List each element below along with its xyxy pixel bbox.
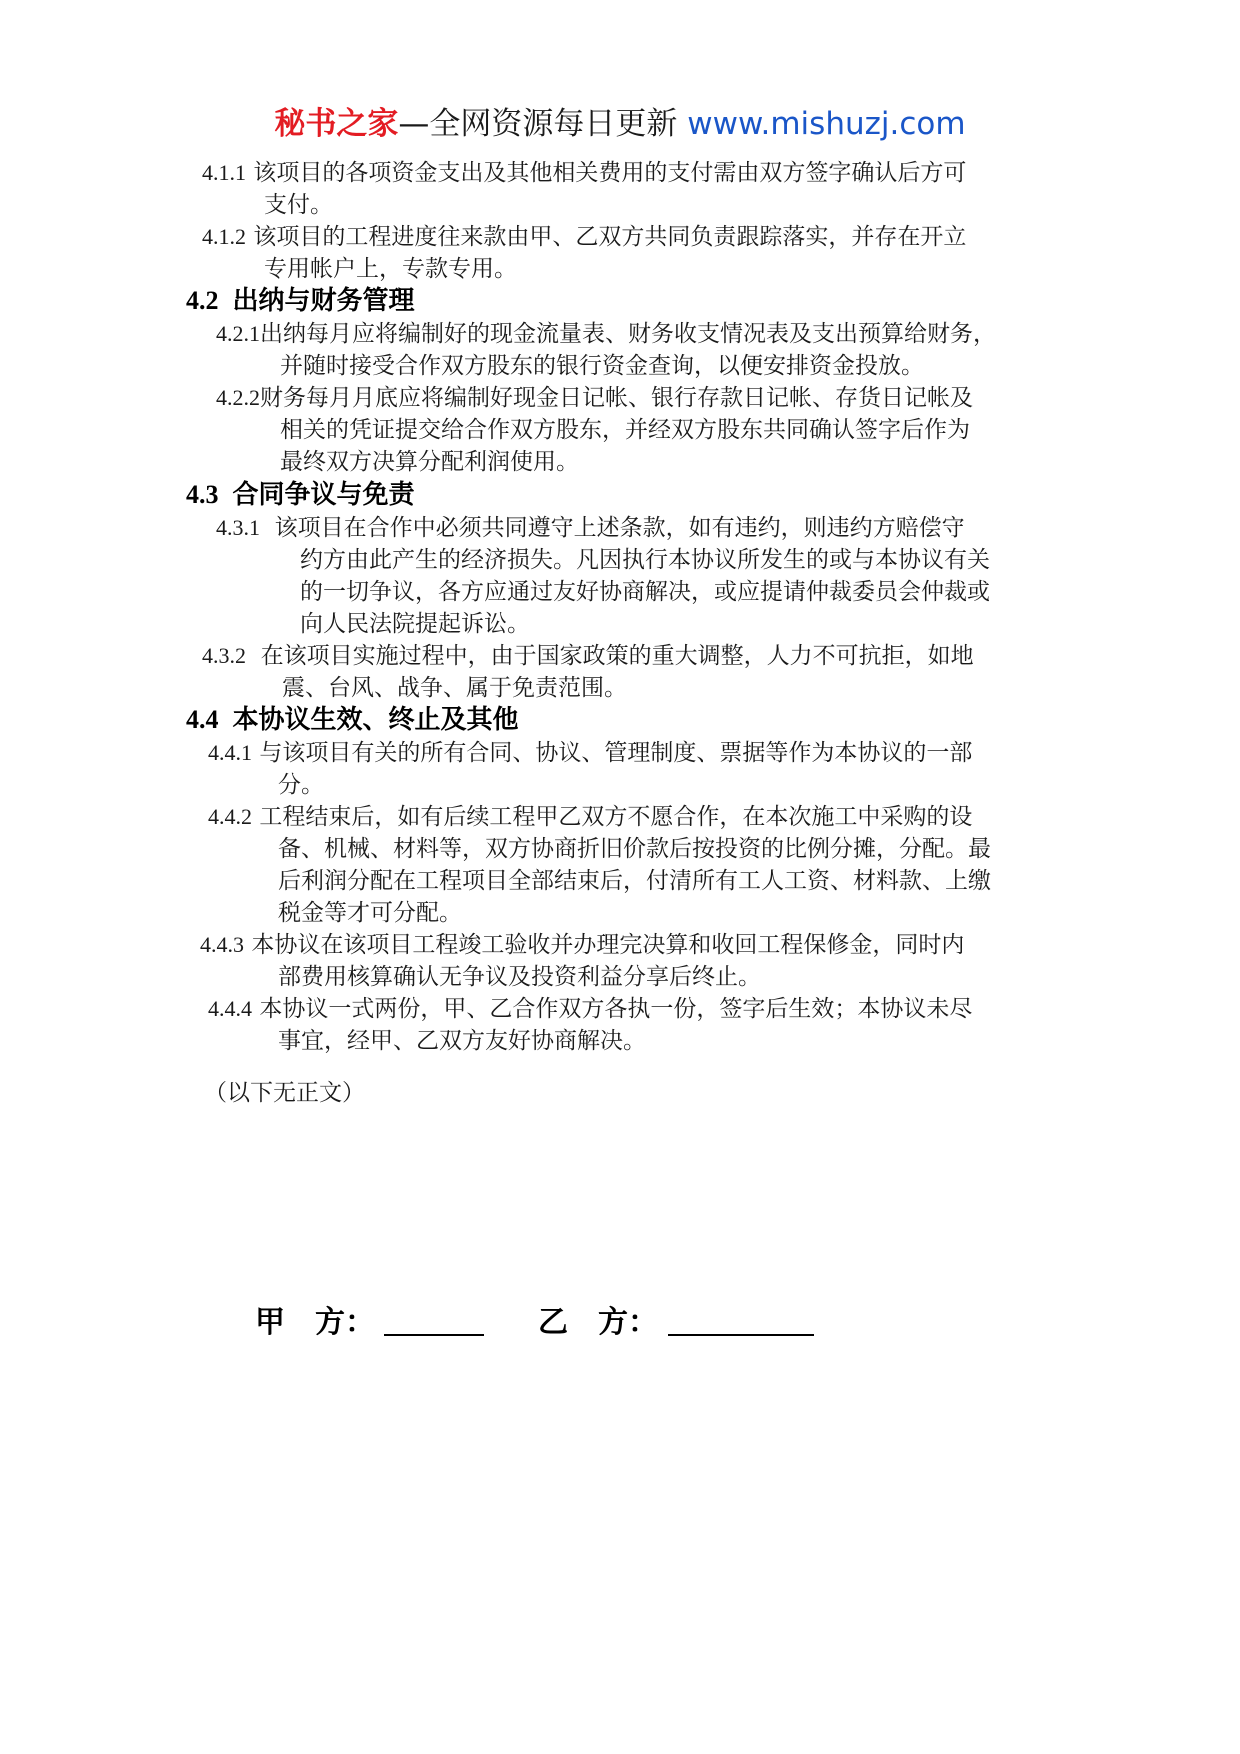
clause-4-4-2-cont2: 后利润分配在工程项目全部结束后，付清所有工人工资、材料款、上缴 [278,868,991,894]
clause-4-4-4 [208,993,972,1025]
clause-4-2-2 [216,382,973,414]
clause-text: 本协议一式两份，甲、乙合作双方各执一份，签字后生效；本协议未尽 [259,996,973,1022]
section-number: 4.4 [186,705,219,734]
section-number: 4.2 [186,286,219,315]
header-url[interactable]: www.mishuzj.com [687,106,966,142]
section-title: 合同争议与免责 [232,480,415,510]
section-heading-4-2 [186,284,415,318]
end-of-text-note: （以下无正文） [204,1080,365,1106]
clause-4-3-1-cont2: 的一切争议，各方应通过友好协商解决，或应提请仲裁委员会仲裁或 [300,579,990,605]
clause-4-4-3-cont: 部费用核算确认无争议及投资利益分享后终止。 [278,964,761,990]
clause-4-2-2-cont1: 相关的凭证提交给合作双方股东，并经双方股东共同确认签字后作为 [280,417,970,443]
header-brand: 秘书之家 [274,106,399,142]
clause-4-1-1-cont: 支付。 [264,192,333,218]
clause-4-2-1 [216,318,996,350]
clause-text: 本协议在该项目工程竣工验收并办理完决算和收回工程保修金，同时内 [251,932,965,958]
clause-4-4-1 [208,737,972,769]
clause-number: 4.4.1 [208,740,252,765]
section-number: 4.3 [186,480,219,509]
clause-4-1-2 [202,221,966,253]
clause-number: 4.4.4 [208,996,252,1021]
clause-number: 4.2.1 [216,321,260,346]
clause-4-4-3 [200,929,964,961]
clause-4-3-1 [216,512,965,544]
clause-4-2-1-cont: 并随时接受合作双方股东的银行资金查询，以便安排资金投放。 [280,353,924,379]
clause-4-3-1-cont1: 约方由此产生的经济损失。凡因执行本协议所发生的或与本协议有关 [300,547,990,573]
party-b-signature-line [668,1334,814,1336]
clause-number: 4.1.2 [202,224,246,249]
page-header [0,98,1240,143]
clause-text: 与该项目有关的所有合同、协议、管理制度、票据等作为本协议的一部 [259,740,973,766]
clause-4-4-2-cont1: 备、机械、材料等，双方协商折旧价款后按投资的比例分摊，分配。最 [278,836,991,862]
clause-number: 4.2.2 [216,385,260,410]
header-tagline: —全网资源每日更新 [398,106,678,142]
clause-4-1-1 [202,157,966,189]
clause-text: 该项目的工程进度往来款由甲、乙双方共同负责跟踪落实，并存在开立 [253,224,967,250]
clause-number: 4.4.3 [200,932,244,957]
clause-text: 财务每月月底应将编制好现金日记帐、银行存款日记帐、存货日记帐及 [260,385,973,411]
section-title: 本协议生效、终止及其他 [232,705,519,735]
clause-4-2-2-cont2: 最终双方决算分配利润使用。 [280,449,579,475]
clause-4-4-2 [208,801,972,833]
clause-4-1-2-cont: 专用帐户上，专款专用。 [264,256,517,282]
clause-text: 该项目的各项资金支出及其他相关费用的支付需由双方签字确认后方可 [253,160,967,186]
clause-4-3-2 [202,640,974,672]
clause-number: 4.4.2 [208,804,252,829]
clause-text: 在该项目实施过程中，由于国家政策的重大调整，人力不可抗拒，如地 [260,643,974,669]
clause-text: 出纳每月应将编制好的现金流量表、财务收支情况表及支出预算给财务， [260,321,996,347]
clause-text: 该项目在合作中必须共同遵守上述条款，如有违约，则违约方赔偿守 [274,515,965,541]
party-b-label: 乙 方： [538,1305,658,1340]
clause-4-4-2-cont3: 税金等才可分配。 [278,900,462,926]
clause-text: 工程结束后，如有后续工程甲乙双方不愿合作，在本次施工中采购的设 [259,804,973,830]
clause-4-3-1-cont3: 向人民法院提起诉讼。 [300,611,530,637]
clause-number: 4.3.1 [216,515,260,540]
clause-number: 4.1.1 [202,160,246,185]
party-a-label: 甲 方： [255,1305,375,1340]
clause-4-4-1-cont: 分。 [278,772,324,798]
clause-number: 4.3.2 [202,643,246,668]
section-heading-4-3 [186,478,415,512]
section-title: 出纳与财务管理 [232,286,415,316]
clause-4-4-4-cont: 事宜，经甲、乙双方友好协商解决。 [278,1028,646,1054]
clause-4-3-2-cont: 震、台风、战争、属于免责范围。 [282,675,627,701]
party-a-signature-line [384,1334,484,1336]
section-heading-4-4 [186,703,519,737]
